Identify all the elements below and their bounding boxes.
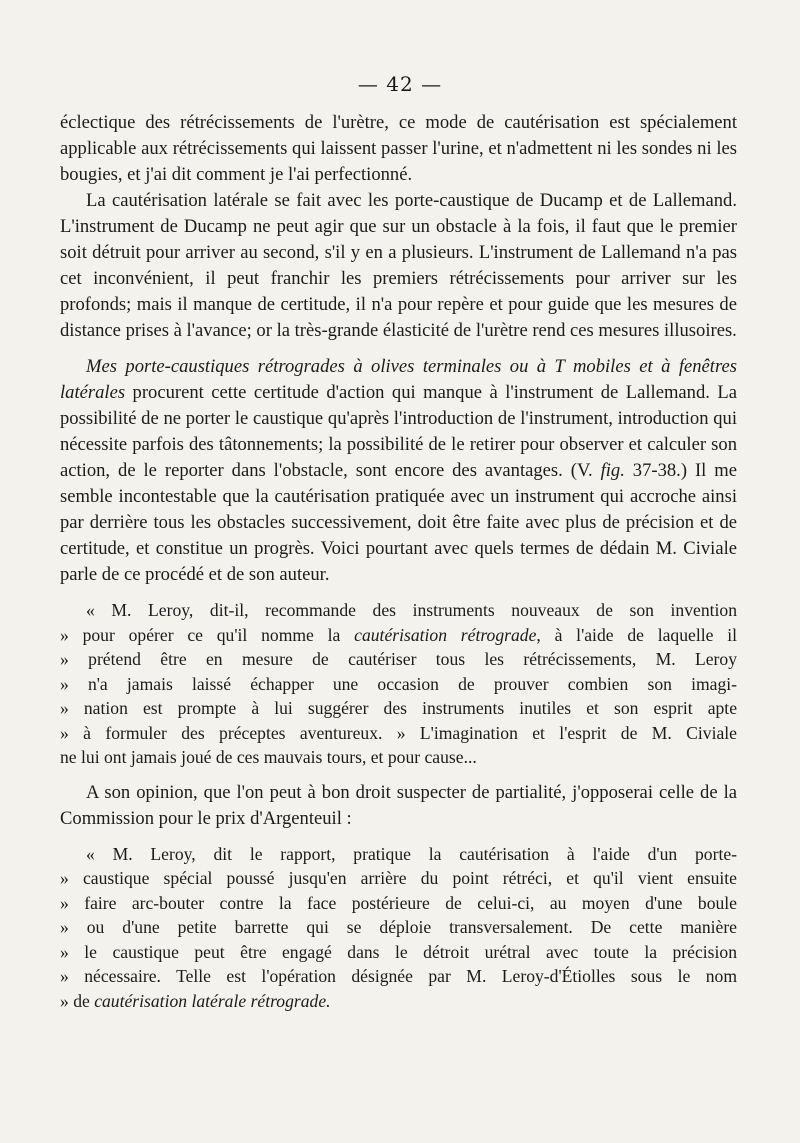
quote-line: « M. Leroy, dit-il, recommande des instruments nouveaux de son invention — [86, 600, 737, 620]
quote-line: » caustique spécial poussé jusqu'en arrière du point rétréci, et qu'il vient ensuite — [60, 868, 737, 888]
quote-line: » ou d'une petite barrette qui se déploie transversalement. De cette manière — [60, 917, 737, 937]
quote-line: » n'a jamais laissé échapper une occasion de prouver combien son imagi- — [60, 673, 737, 694]
quote-line: » nation est prompte à lui suggérer des instruments inutiles et son esprit apte — [60, 698, 737, 718]
quote-line: » de cautérisation latérale rétrograde. — [60, 990, 331, 1011]
body-text — [60, 110, 737, 1013]
paragraph-4: A son opinion, que l'on peut à bon droit suspecter de partialité, j'opposerai celle de la Commission pour le prix d'Argenteuil : — [60, 781, 737, 829]
quote-line: » à formuler des préceptes aventureux. » L'imagination et l'esprit de M. Civiale — [60, 722, 737, 743]
quote-line: » prétend être en mesure de cautériser tous les rétrécissements, M. Leroy — [60, 649, 737, 669]
quote-line: ne lui ont jamais joué de ces mauvais tours, et pour cause... — [60, 747, 477, 767]
quotation-commission — [60, 842, 737, 1014]
quotation-civiale — [60, 598, 737, 770]
figure-reference: fig. — [600, 460, 625, 481]
paragraph-1: éclectique des rétrécissements de l'urètre, ce mode de cautérisation est spécialement applicable aux rétrécissements qui laissent passer l'urine, et n'admettent ni les sondes ni les bougies, et j'ai dit comment je l'ai perfectionné. — [60, 112, 737, 185]
quote-line: « M. Leroy, dit le rapport, pratique la cautérisation à l'aide d'un porte- — [86, 843, 737, 864]
page-number: — 42 — — [357, 72, 443, 96]
quote-line: » nécessaire. Telle est l'opération désignée par M. Leroy-d'Étiolles sous le nom — [60, 966, 737, 986]
paragraph-3-end: 37-38.) Il me semble incontestable que la cautérisation pratiquée avec un instrument qui accroche ainsi par derrière tous les obstacles successivement, doit être faite avec plus de précision et de certitude, et constitue un progrès. Voici pourtant avec quels termes de dédain M. Civiale parle de ce procédé et de son auteur. — [60, 460, 737, 585]
paragraph-3-italic: Mes porte-caustiques rétrogrades à olives terminales ou à T mobiles et à fenêtres latérales — [60, 356, 737, 403]
paragraph-3 — [60, 354, 737, 588]
paragraph-3-text: procurent cette certitude d'action qui manque à l'instrument de Lallemand. La possibilité de ne porter le caustique qu'après l'introduction de l'instrument, introduction qui nécessite parfois des tâtonnements; la possibilité de le retirer pour observer et calculer son action, de le reporter dans l'obstacle, sont encore des avantages. (V. — [60, 382, 737, 481]
paragraph-2: La cautérisation latérale se fait avec les porte-caustique de Ducamp et de Lallemand. L'instrument de Ducamp ne peut agir que sur un obstacle à la fois, il faut que le premier soit détruit pour arriver au second, s'il y en a plusieurs. L'instrument de Lallemand n'a pas cet inconvénient, il peut franchir les premiers rétrécissements pour arriver sur les profonds; mais il manque de certitude, il n'a pour repère et pour guide que les mesures de distance prises à l'avance; or la très-grande élasticité de l'urètre rend ces mesures illusoires. — [60, 190, 737, 341]
quote-line: » faire arc-bouter contre la face postérieure de celui-ci, au moyen d'une boule — [60, 892, 737, 913]
quote-line: » pour opérer ce qu'il nomme la cautérisation rétrograde, à l'aide de laquelle il — [60, 624, 737, 645]
quote-line: » le caustique peut être engagé dans le détroit urétral avec toute la précision — [60, 941, 737, 962]
